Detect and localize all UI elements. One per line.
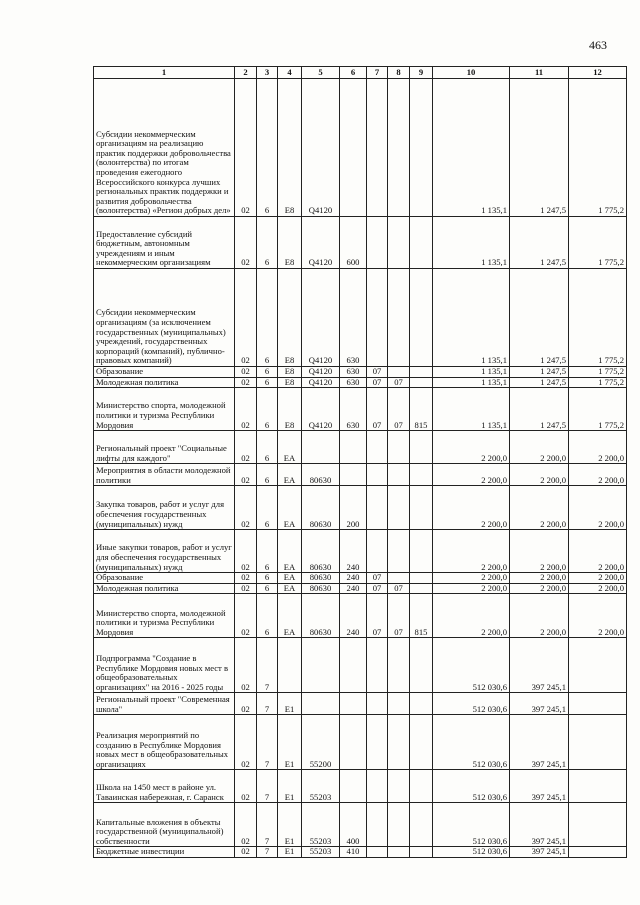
table-row [94, 217, 627, 269]
cell-y3: 2 200,0 [569, 486, 627, 530]
table-row [94, 464, 627, 486]
cell-sub: 6 [257, 377, 278, 388]
cell-podrazdel [388, 269, 410, 367]
cell-ved: 02 [235, 715, 257, 770]
cell-sub: 6 [257, 388, 278, 431]
cell-razdel [367, 638, 388, 693]
cell-razdel: 07 [367, 367, 388, 378]
cell-sub: 7 [257, 638, 278, 693]
cell-razdel [367, 770, 388, 803]
cell-sub: 7 [257, 847, 278, 858]
cell-name: Региональный проект "Современная школа" [94, 693, 235, 715]
cell-y1: 512 030,6 [433, 847, 510, 858]
cell-grbs: 815 [410, 388, 433, 431]
cell-vr: 240 [340, 594, 367, 638]
table-row [94, 431, 627, 464]
cell-prog: EA [278, 530, 302, 573]
cell-csr: Q4120 [302, 367, 340, 378]
cell-name: Мероприятия в области молодежной политики [94, 464, 235, 486]
cell-csr: 80630 [302, 464, 340, 486]
cell-podrazdel [388, 715, 410, 770]
cell-y2: 397 245,1 [510, 847, 569, 858]
table-row [94, 847, 627, 858]
cell-csr: 55203 [302, 803, 340, 847]
table-row [94, 583, 627, 594]
cell-prog: E1 [278, 803, 302, 847]
cell-sub: 6 [257, 464, 278, 486]
cell-name: Иные закупки товаров, работ и услуг для обеспечения государственных (муниципальных) нужд [94, 530, 235, 573]
cell-y2: 397 245,1 [510, 770, 569, 803]
cell-y3: 1 775,2 [569, 388, 627, 431]
column-header-5: 5 [302, 67, 340, 79]
cell-grbs [410, 486, 433, 530]
column-header-9: 9 [410, 67, 433, 79]
cell-podrazdel: 07 [388, 388, 410, 431]
cell-y3: 2 200,0 [569, 573, 627, 584]
table-row [94, 530, 627, 573]
cell-vr [340, 638, 367, 693]
cell-y1: 1 135,1 [433, 367, 510, 378]
cell-y2: 397 245,1 [510, 803, 569, 847]
cell-prog: E8 [278, 217, 302, 269]
table-row [94, 573, 627, 584]
column-header-2: 2 [235, 67, 257, 79]
cell-grbs [410, 217, 433, 269]
cell-sub: 6 [257, 431, 278, 464]
cell-razdel [367, 464, 388, 486]
cell-vr: 240 [340, 573, 367, 584]
cell-grbs [410, 583, 433, 594]
cell-csr: 80630 [302, 594, 340, 638]
cell-ved: 02 [235, 79, 257, 217]
cell-y2: 397 245,1 [510, 715, 569, 770]
cell-sub: 6 [257, 79, 278, 217]
cell-y2: 1 247,5 [510, 388, 569, 431]
cell-y1: 512 030,6 [433, 770, 510, 803]
cell-y1: 512 030,6 [433, 803, 510, 847]
cell-grbs [410, 377, 433, 388]
cell-vr: 200 [340, 486, 367, 530]
cell-vr: 630 [340, 388, 367, 431]
cell-name: Школа на 1450 мест в районе ул. Таваинская набережная, г. Саранск [94, 770, 235, 803]
cell-sub: 7 [257, 693, 278, 715]
budget-table [93, 66, 627, 858]
cell-csr: 80630 [302, 583, 340, 594]
cell-prog: EA [278, 583, 302, 594]
cell-y1: 2 200,0 [433, 573, 510, 584]
cell-prog: EA [278, 573, 302, 584]
cell-sub: 6 [257, 583, 278, 594]
cell-y2: 2 200,0 [510, 486, 569, 530]
cell-y2: 2 200,0 [510, 431, 569, 464]
cell-podrazdel [388, 770, 410, 803]
cell-ved: 02 [235, 217, 257, 269]
cell-csr [302, 638, 340, 693]
cell-prog: E8 [278, 79, 302, 217]
column-header-4: 4 [278, 67, 302, 79]
cell-y1: 512 030,6 [433, 693, 510, 715]
table-row [94, 638, 627, 693]
cell-y2: 1 247,5 [510, 269, 569, 367]
cell-prog: E1 [278, 715, 302, 770]
cell-y3 [569, 803, 627, 847]
cell-csr: Q4120 [302, 79, 340, 217]
cell-csr: 80630 [302, 573, 340, 584]
table-row [94, 803, 627, 847]
cell-sub: 6 [257, 530, 278, 573]
column-header-6: 6 [340, 67, 367, 79]
cell-razdel: 07 [367, 377, 388, 388]
cell-csr: Q4120 [302, 377, 340, 388]
cell-grbs [410, 715, 433, 770]
cell-y2: 397 245,1 [510, 693, 569, 715]
cell-podrazdel [388, 464, 410, 486]
cell-prog: EA [278, 594, 302, 638]
column-header-12: 12 [569, 67, 627, 79]
cell-ved: 02 [235, 847, 257, 858]
cell-y3: 2 200,0 [569, 464, 627, 486]
cell-sub: 6 [257, 594, 278, 638]
cell-vr: 630 [340, 269, 367, 367]
cell-y1: 2 200,0 [433, 583, 510, 594]
cell-ved: 02 [235, 431, 257, 464]
cell-ved: 02 [235, 367, 257, 378]
cell-ved: 02 [235, 693, 257, 715]
cell-razdel [367, 486, 388, 530]
cell-podrazdel [388, 486, 410, 530]
cell-prog: E8 [278, 269, 302, 367]
cell-y1: 1 135,1 [433, 388, 510, 431]
cell-podrazdel: 07 [388, 377, 410, 388]
cell-podrazdel [388, 367, 410, 378]
cell-podrazdel [388, 803, 410, 847]
cell-prog: E8 [278, 388, 302, 431]
cell-razdel [367, 715, 388, 770]
cell-y3: 1 775,2 [569, 367, 627, 378]
page-number: 463 [589, 38, 607, 52]
cell-prog: E1 [278, 693, 302, 715]
cell-grbs [410, 530, 433, 573]
cell-grbs [410, 770, 433, 803]
cell-name: Молодежная политика [94, 377, 235, 388]
cell-podrazdel [388, 431, 410, 464]
cell-vr: 240 [340, 583, 367, 594]
cell-ved: 02 [235, 594, 257, 638]
table-row [94, 79, 627, 217]
cell-name: Министерство спорта, молодежной политики и туризма Республики Мордовия [94, 594, 235, 638]
table-row [94, 269, 627, 367]
cell-vr [340, 715, 367, 770]
cell-name: Капитальные вложения в объекты государственной (муниципальной) собственности [94, 803, 235, 847]
cell-csr: 80630 [302, 486, 340, 530]
cell-grbs [410, 803, 433, 847]
cell-sub: 6 [257, 367, 278, 378]
cell-ved: 02 [235, 573, 257, 584]
cell-name: Закупка товаров, работ и услуг для обеспечения государственных (муниципальных) нужд [94, 486, 235, 530]
table-row [94, 388, 627, 431]
cell-y2: 2 200,0 [510, 530, 569, 573]
cell-ved: 02 [235, 583, 257, 594]
cell-grbs [410, 269, 433, 367]
cell-vr: 630 [340, 367, 367, 378]
cell-grbs [410, 693, 433, 715]
cell-csr: 80630 [302, 530, 340, 573]
cell-y3: 1 775,2 [569, 217, 627, 269]
cell-sub: 7 [257, 770, 278, 803]
cell-prog: E8 [278, 377, 302, 388]
cell-y2: 1 247,5 [510, 377, 569, 388]
cell-vr [340, 770, 367, 803]
cell-y3: 2 200,0 [569, 583, 627, 594]
cell-grbs: 815 [410, 594, 433, 638]
cell-y1: 2 200,0 [433, 431, 510, 464]
cell-y2: 1 247,5 [510, 367, 569, 378]
cell-y3: 2 200,0 [569, 431, 627, 464]
column-header-11: 11 [510, 67, 569, 79]
column-header-8: 8 [388, 67, 410, 79]
cell-grbs [410, 79, 433, 217]
cell-prog: E1 [278, 847, 302, 858]
cell-ved: 02 [235, 638, 257, 693]
cell-name: Субсидии некоммерческим организациям на реализацию практик поддержки добровольчества (волонтерства) по итогам проведения ежегодного Всероссийского конкурса лучших региональных практик поддержки и развития добровольчества (волонтерства) «Регион добрых дел» [94, 79, 235, 217]
cell-prog: EA [278, 486, 302, 530]
cell-sub: 6 [257, 217, 278, 269]
cell-name: Молодежная политика [94, 583, 235, 594]
cell-name: Образование [94, 367, 235, 378]
cell-y1: 1 135,1 [433, 217, 510, 269]
cell-vr: 400 [340, 803, 367, 847]
table-row [94, 715, 627, 770]
cell-name: Региональный проект "Социальные лифты для каждого" [94, 431, 235, 464]
cell-vr [340, 79, 367, 217]
cell-grbs [410, 464, 433, 486]
cell-csr: 55203 [302, 847, 340, 858]
cell-csr: Q4120 [302, 217, 340, 269]
cell-y3: 2 200,0 [569, 530, 627, 573]
cell-podrazdel [388, 693, 410, 715]
cell-grbs [410, 847, 433, 858]
cell-name: Реализация мероприятий по созданию в Республике Мордовия новых мест в общеобразовательных организациях [94, 715, 235, 770]
table-row [94, 770, 627, 803]
cell-name: Образование [94, 573, 235, 584]
table-row [94, 486, 627, 530]
cell-y2: 2 200,0 [510, 583, 569, 594]
cell-y1: 512 030,6 [433, 715, 510, 770]
cell-y3 [569, 847, 627, 858]
cell-vr [340, 464, 367, 486]
cell-y3: 2 200,0 [569, 594, 627, 638]
cell-y1: 1 135,1 [433, 377, 510, 388]
cell-y3: 1 775,2 [569, 269, 627, 367]
cell-y2: 1 247,5 [510, 79, 569, 217]
column-header-10: 10 [433, 67, 510, 79]
cell-vr [340, 431, 367, 464]
cell-name: Министерство спорта, молодежной политики и туризма Республики Мордовия [94, 388, 235, 431]
cell-sub: 7 [257, 715, 278, 770]
cell-vr: 600 [340, 217, 367, 269]
cell-y2: 1 247,5 [510, 217, 569, 269]
cell-csr: 55203 [302, 770, 340, 803]
cell-ved: 02 [235, 269, 257, 367]
cell-razdel: 07 [367, 573, 388, 584]
cell-name: Субсидии некоммерческим организациям (за исключением государственных (муниципальных) учреждений, государственных корпораций (компаний), публично-правовых компаний) [94, 269, 235, 367]
table-row [94, 367, 627, 378]
cell-name: Предоставление субсидий бюджетным, автономным учреждениям и иным некоммерческим организациям [94, 217, 235, 269]
cell-podrazdel [388, 847, 410, 858]
cell-y2: 2 200,0 [510, 573, 569, 584]
cell-y3 [569, 693, 627, 715]
cell-razdel [367, 693, 388, 715]
cell-grbs [410, 431, 433, 464]
cell-grbs [410, 573, 433, 584]
cell-razdel: 07 [367, 388, 388, 431]
cell-csr: Q4120 [302, 388, 340, 431]
cell-y1: 1 135,1 [433, 269, 510, 367]
cell-vr: 240 [340, 530, 367, 573]
cell-y1: 2 200,0 [433, 594, 510, 638]
cell-podrazdel [388, 573, 410, 584]
cell-ved: 02 [235, 464, 257, 486]
cell-sub: 7 [257, 803, 278, 847]
column-header-7: 7 [367, 67, 388, 79]
cell-csr: 55200 [302, 715, 340, 770]
cell-razdel [367, 431, 388, 464]
cell-ved: 02 [235, 486, 257, 530]
cell-csr: Q4120 [302, 269, 340, 367]
cell-podrazdel [388, 530, 410, 573]
cell-y1: 1 135,1 [433, 79, 510, 217]
cell-vr: 410 [340, 847, 367, 858]
cell-razdel: 07 [367, 583, 388, 594]
cell-prog: E8 [278, 367, 302, 378]
table-header-row [94, 67, 627, 79]
cell-grbs [410, 638, 433, 693]
cell-vr [340, 693, 367, 715]
cell-csr [302, 431, 340, 464]
cell-y2: 2 200,0 [510, 464, 569, 486]
cell-podrazdel [388, 217, 410, 269]
table-row [94, 377, 627, 388]
table-row [94, 594, 627, 638]
cell-y1: 2 200,0 [433, 464, 510, 486]
cell-y2: 2 200,0 [510, 594, 569, 638]
cell-razdel: 07 [367, 594, 388, 638]
cell-name: Подпрограмма "Создание в Республике Мордовия новых мест в общеобразовательных организациях" на 2016 - 2025 годы [94, 638, 235, 693]
cell-podrazdel: 07 [388, 583, 410, 594]
cell-y3 [569, 770, 627, 803]
cell-y2: 397 245,1 [510, 638, 569, 693]
cell-prog: EA [278, 431, 302, 464]
cell-razdel [367, 217, 388, 269]
cell-y3: 1 775,2 [569, 79, 627, 217]
cell-ved: 02 [235, 530, 257, 573]
cell-razdel [367, 269, 388, 367]
cell-razdel [367, 530, 388, 573]
cell-sub: 6 [257, 269, 278, 367]
cell-podrazdel [388, 79, 410, 217]
cell-y1: 2 200,0 [433, 530, 510, 573]
cell-razdel [367, 803, 388, 847]
cell-prog: E1 [278, 770, 302, 803]
cell-ved: 02 [235, 770, 257, 803]
cell-y3: 1 775,2 [569, 377, 627, 388]
column-header-1: 1 [94, 67, 235, 79]
cell-razdel [367, 847, 388, 858]
cell-podrazdel [388, 638, 410, 693]
cell-sub: 6 [257, 486, 278, 530]
cell-podrazdel: 07 [388, 594, 410, 638]
cell-vr: 630 [340, 377, 367, 388]
cell-y3 [569, 715, 627, 770]
cell-sub: 6 [257, 573, 278, 584]
cell-ved: 02 [235, 377, 257, 388]
cell-y1: 2 200,0 [433, 486, 510, 530]
cell-grbs [410, 367, 433, 378]
table-row [94, 693, 627, 715]
cell-ved: 02 [235, 388, 257, 431]
cell-csr [302, 693, 340, 715]
cell-name: Бюджетные инвестиции [94, 847, 235, 858]
cell-y3 [569, 638, 627, 693]
cell-prog [278, 638, 302, 693]
cell-ved: 02 [235, 803, 257, 847]
column-header-3: 3 [257, 67, 278, 79]
cell-prog: EA [278, 464, 302, 486]
cell-y1: 512 030,6 [433, 638, 510, 693]
cell-razdel [367, 79, 388, 217]
